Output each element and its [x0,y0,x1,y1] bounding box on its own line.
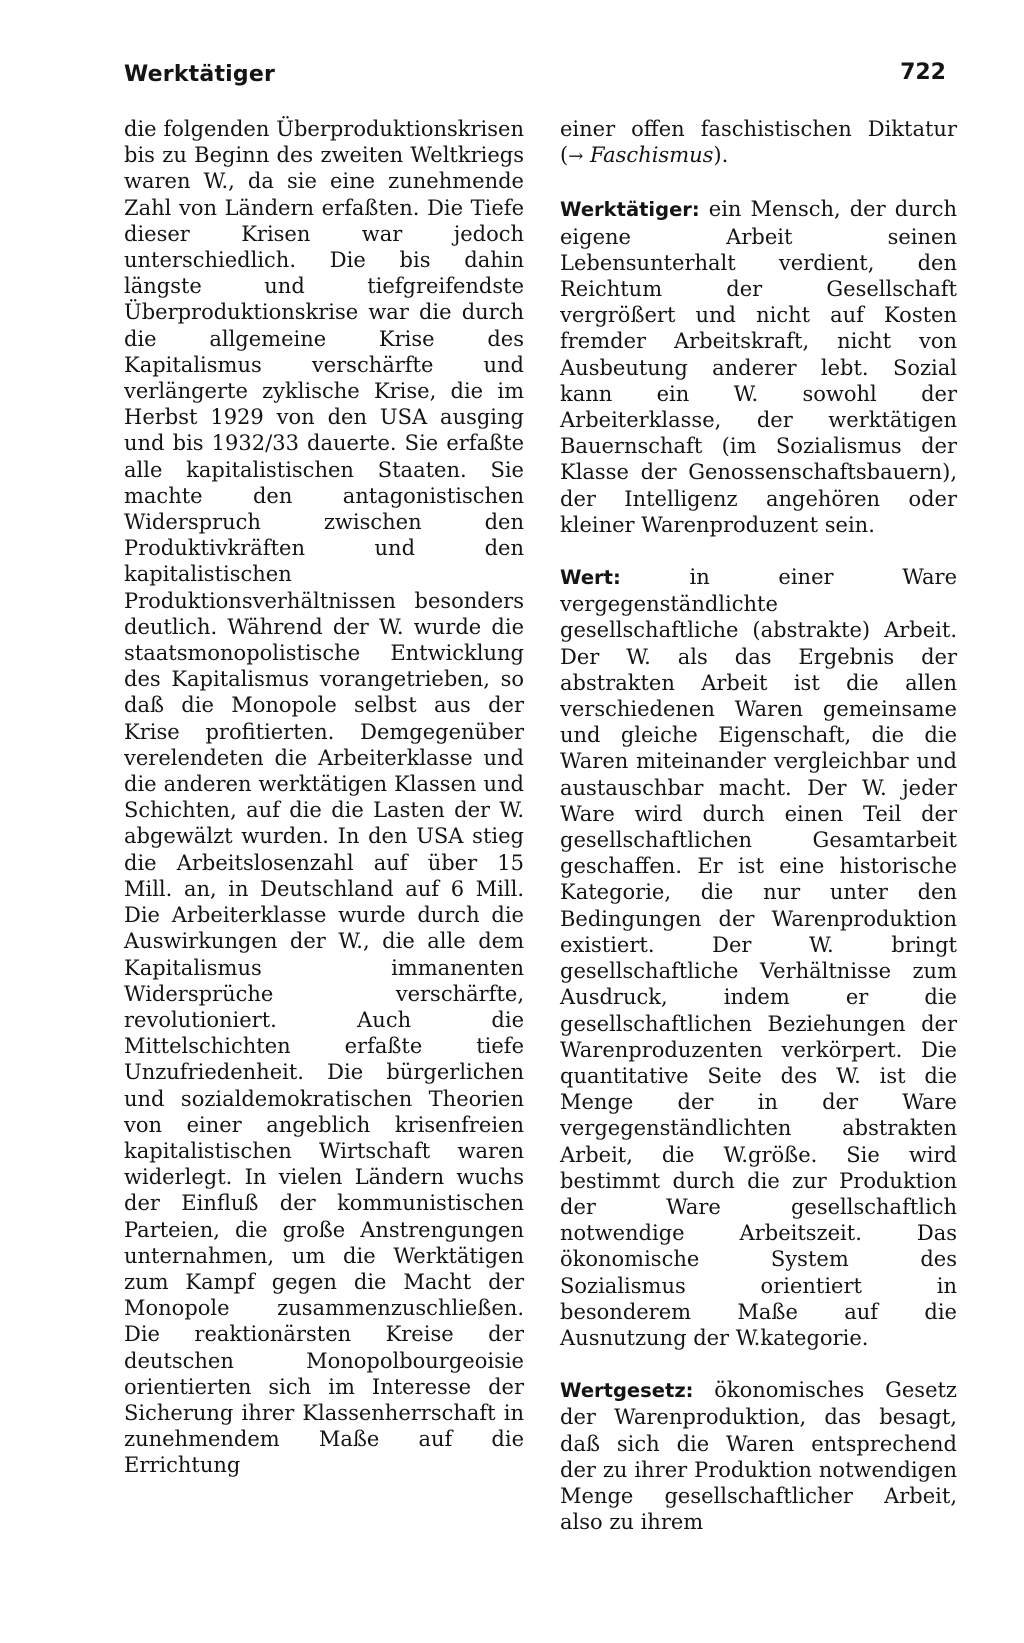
headword: Werktätiger: [560,198,700,222]
entry-text: ein Mensch, der durch eigene Arbeit seinen Lebensunterhalt verdient, den Reichtum der Gesellschaft vergrößert und nicht auf Kosten fremder Arbeitskraft, nicht von Ausbeutung anderer lebt. Sozial kann ein W. sowohl der Arbeiterklasse, der werktätigen Bauernschaft (im Sozialismus der Klasse der Genossenschaftsbauern), der Intelligenz angehören oder kleiner Warenproduzent sein. [560,197,957,537]
continuation-text: einer offen faschistischen Diktatur ( [560,117,957,168]
entry-text: in einer Ware vergegenständlichte gesellschaftliche (abstrakte) Arbeit. Der W. als das Ergebnis der abstrakten Arbeit ist die allen verschiedenen Waren gemeinsame und gleiche Eigenschaft, die die Waren miteinander vergleichbar und austauschbar macht. Der W. jeder Ware wird durch einen Teil der gesellschaftlichen Gesamtarbeit geschaffen. Er ist eine historische Kategorie, die nur unter den Bedingungen der Warenproduktion existiert. Der W. bringt gesellschaftliche Verhältnisse zum Ausdruck, indem er die gesellschaftlichen Beziehungen der Warenproduzenten verkörpert. Die quantitative Seite des W. ist die Menge der in der Ware vergegenständlichten abstrakten Arbeit, die W.größe. Sie wird bestimmt durch die zur Produktion der Ware gesellschaftlich notwendige Arbeitszeit. Das ökonomische System des Sozialismus orientiert in besonderem Maße auf die Ausnutzung der W.kategorie. [560,565,957,1350]
entry-continuation-text: die folgenden Überproduktionskrisen bis zu Beginn des zweiten Weltkriegs waren W., da sie eine zunehmende Zahl von Ländern erfaßten. Die Tiefe dieser Krisen war jedoch unterschiedlich. Die bis dahin längste und tiefgreifendste Überproduktionskrise war die durch die allgemeine Krise des Kapitalismus verschärfte und verlängerte zyklische Krise, die im Herbst 1929 von den USA ausging und bis 1932/33 dauerte. Sie erfaßte alle kapitalistischen Staaten. Sie machte den antagonistischen Widerspruch zwischen den Produktivkräften und den kapitalistischen Produktionsverhältnissen besonders deutlich. Während der W. wurde die staatsmonopolistische Entwicklung des Kapitalismus vorangetrieben, so daß die Monopole selbst aus der Krise profitierten. Demgegenüber verelendeten die Arbeiterklasse und die anderen werktätigen Klassen und Schichten, auf die die Lasten der W. abgewälzt wurden. In den USA stieg die Arbeitslosenzahl auf über 15 Mill. an, in Deutschland auf 6 Mill. Die Arbeiterklasse wurde durch die Auswirkungen der W., die alle dem Kapitalismus immanenten Widersprüche verschärfte, revolutioniert. Auch die Mittelschichten erfaßte tiefe Unzufriedenheit. Die bürgerlichen und sozialdemokratischen Theorien von einer angeblich krisenfreien kapitalistischen Wirtschaft waren widerlegt. In vielen Ländern wuchs der Einfluß der kommunistischen Parteien, die große Anstrengungen unternahmen, um die Werktätigen zum Kampf gegen die Macht der Monopole zusammenzuschließen. Die reaktionärsten Kreise der deutschen Monopolbourgeoisie orientierten sich im Interesse der Sicherung ihrer Klassenherrschaft in zunehmendem Maße auf die Errichtung [124,117,524,1478]
left-column [124,116,524,1479]
entry-text: ökonomisches Gesetz der Warenproduktion, das besagt, daß sich die Waren entsprechend der zu ihrer Produktion notwendigen Menge gesellschaftlicher Arbeit, also zu ihrem [560,1378,957,1535]
entry-continuation-faschismus [560,116,957,170]
headword: Wert: [560,566,621,590]
right-column [560,116,957,1535]
entry-wertgesetz [560,1377,957,1535]
headword: Wertgesetz: [560,1379,694,1403]
running-head: Werktätiger [124,62,276,87]
cross-reference-link[interactable]: Faschismus [589,143,714,168]
entry-wert [560,564,957,1351]
cross-reference-arrow-icon: → [568,146,584,168]
page-number: 722 [900,60,946,85]
continuation-end: ). [713,143,729,168]
entry-werktaetiger [560,196,957,538]
